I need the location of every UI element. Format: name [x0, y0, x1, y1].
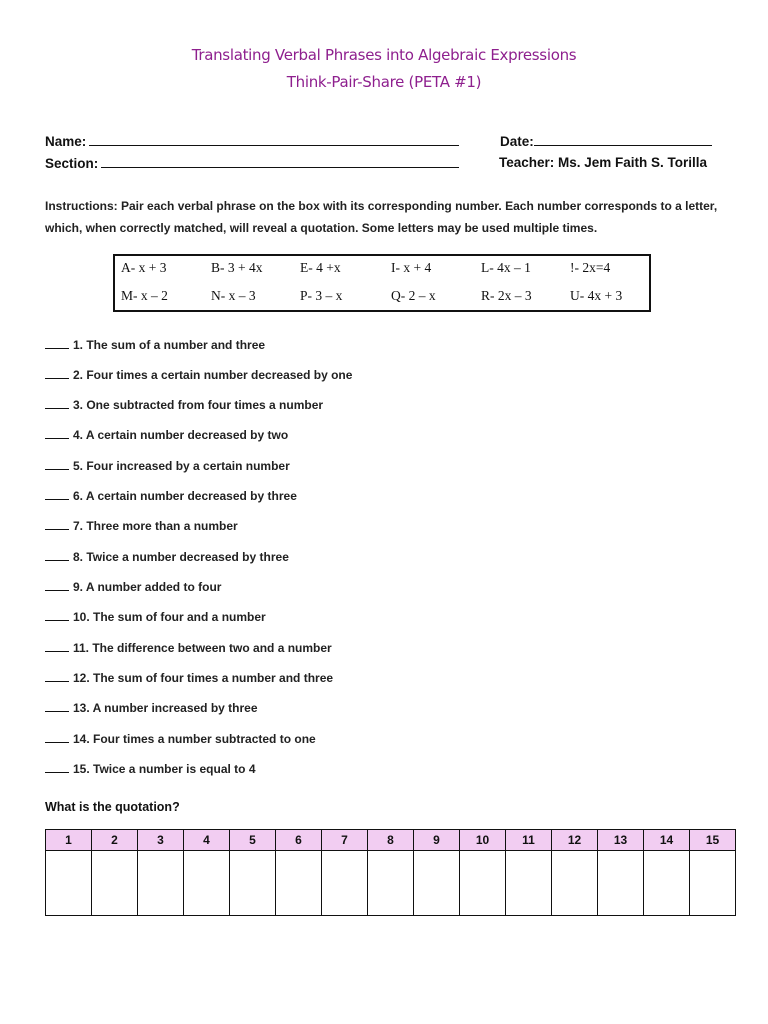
answer-blank[interactable]	[45, 338, 69, 349]
item-text: 10. The sum of four and a number	[73, 610, 266, 624]
item-text: 6. A certain number decreased by three	[73, 489, 297, 503]
answer-blank[interactable]	[45, 671, 69, 682]
answer-cell[interactable]	[414, 851, 460, 916]
name-blank[interactable]	[89, 133, 459, 146]
legend-entry: L- 4x – 1	[481, 260, 531, 275]
legend-entry: I- x + 4	[391, 260, 432, 275]
column-number: 6	[276, 830, 322, 851]
column-number: 12	[552, 830, 598, 851]
name-field	[45, 133, 459, 149]
answer-cell[interactable]	[46, 851, 92, 916]
answer-blank[interactable]	[45, 368, 69, 379]
section-blank[interactable]	[101, 155, 459, 168]
item-text: 15. Twice a number is equal to 4	[73, 762, 256, 776]
list-item	[45, 550, 289, 564]
list-item	[45, 368, 352, 382]
date-label: Date:	[500, 134, 534, 149]
answer-blank[interactable]	[45, 398, 69, 409]
list-item	[45, 519, 238, 533]
answer-blank[interactable]	[45, 762, 69, 773]
column-number: 8	[368, 830, 414, 851]
list-item	[45, 398, 323, 412]
legend-entry: B- 3 + 4x	[211, 260, 263, 275]
item-text: 13. A number increased by three	[73, 701, 258, 715]
column-number: 7	[322, 830, 368, 851]
list-item	[45, 428, 288, 442]
item-text: 4. A certain number decreased by two	[73, 428, 289, 442]
legend-entry: N- x – 3	[211, 288, 256, 303]
legend-entry: M- x – 2	[121, 288, 168, 303]
legend-entry: A- x + 3	[121, 260, 167, 275]
answer-cell[interactable]	[644, 851, 690, 916]
list-item	[45, 701, 258, 715]
list-item	[45, 459, 290, 473]
column-number: 10	[460, 830, 506, 851]
column-number: 5	[230, 830, 276, 851]
answer-cell[interactable]	[230, 851, 276, 916]
answer-cell[interactable]	[92, 851, 138, 916]
quotation-prompt: What is the quotation?	[45, 800, 180, 814]
column-number: 14	[644, 830, 690, 851]
column-number: 15	[690, 830, 736, 851]
answer-blank[interactable]	[45, 489, 69, 500]
item-text: 5. Four increased by a certain number	[73, 459, 290, 473]
answer-cell[interactable]	[690, 851, 736, 916]
answer-cell[interactable]	[598, 851, 644, 916]
column-number: 13	[598, 830, 644, 851]
worksheet-title: Translating Verbal Phrases into Algebraic Expressions	[191, 46, 577, 64]
answer-cell[interactable]	[276, 851, 322, 916]
item-text: 12. The sum of four times a number and three	[73, 671, 334, 685]
legend-entry: U- 4x + 3	[570, 288, 623, 303]
answer-blank[interactable]	[45, 550, 69, 561]
answer-table-header	[46, 830, 736, 851]
list-item	[45, 338, 265, 352]
column-number: 1	[46, 830, 92, 851]
column-number: 2	[92, 830, 138, 851]
legend-entry: R- 2x – 3	[481, 288, 532, 303]
section-label: Section:	[45, 156, 99, 171]
item-text: 1. The sum of a number and three	[73, 338, 266, 352]
item-text: 8. Twice a number decreased by three	[73, 550, 289, 564]
answer-cell[interactable]	[552, 851, 598, 916]
teacher-name: Teacher: Ms. Jem Faith S. Torilla	[499, 155, 708, 170]
instructions-text: Instructions: Pair each verbal phrase on the box with its corresponding number. Each number corresponds to a letter, which, when correctly matched, will reveal a quotation. Some letters may be used multiple times.	[45, 199, 718, 235]
list-item	[45, 580, 221, 594]
list-item	[45, 489, 297, 503]
legend-entry: Q- 2 – x	[391, 288, 436, 303]
list-item	[45, 610, 266, 624]
item-text: 2. Four times a certain number decreased by one	[73, 368, 353, 382]
answer-blank[interactable]	[45, 610, 69, 621]
legend-entry: P- 3 – x	[300, 288, 343, 303]
legend-entry: E- 4 +x	[300, 260, 341, 275]
date-field	[500, 133, 712, 149]
list-item	[45, 762, 256, 776]
answer-blank[interactable]	[45, 641, 69, 652]
worksheet-subtitle: Think-Pair-Share (PETA #1)	[286, 73, 482, 91]
answer-blank[interactable]	[45, 519, 69, 530]
item-text: 9. A number added to four	[73, 580, 222, 594]
answer-blank[interactable]	[45, 428, 69, 439]
list-item	[45, 732, 316, 746]
column-number: 9	[414, 830, 460, 851]
list-item	[45, 641, 332, 655]
name-label: Name:	[45, 134, 87, 149]
item-text: 14. Four times a number subtracted to one	[73, 732, 316, 746]
answer-blank[interactable]	[45, 580, 69, 591]
item-text: 7. Three more than a number	[73, 519, 238, 533]
list-item	[45, 671, 333, 685]
date-blank[interactable]	[534, 133, 712, 146]
letter-legend-box	[113, 254, 651, 312]
item-text: 11. The difference between two and a number	[73, 641, 332, 655]
answer-cell[interactable]	[322, 851, 368, 916]
quotation-answer-table	[45, 829, 736, 916]
answer-cell[interactable]	[506, 851, 552, 916]
answer-cell[interactable]	[184, 851, 230, 916]
column-number: 3	[138, 830, 184, 851]
answer-cell[interactable]	[460, 851, 506, 916]
answer-blank[interactable]	[45, 701, 69, 712]
column-number: 4	[184, 830, 230, 851]
section-field	[45, 155, 459, 171]
answer-blank[interactable]	[45, 459, 69, 470]
item-text: 3. One subtracted from four times a number	[73, 398, 324, 412]
answer-blank[interactable]	[45, 732, 69, 743]
legend-entry: !- 2x=4	[570, 260, 611, 275]
answer-cell[interactable]	[138, 851, 184, 916]
answer-table-blank-row	[46, 851, 736, 916]
column-number: 11	[506, 830, 552, 851]
answer-cell[interactable]	[368, 851, 414, 916]
